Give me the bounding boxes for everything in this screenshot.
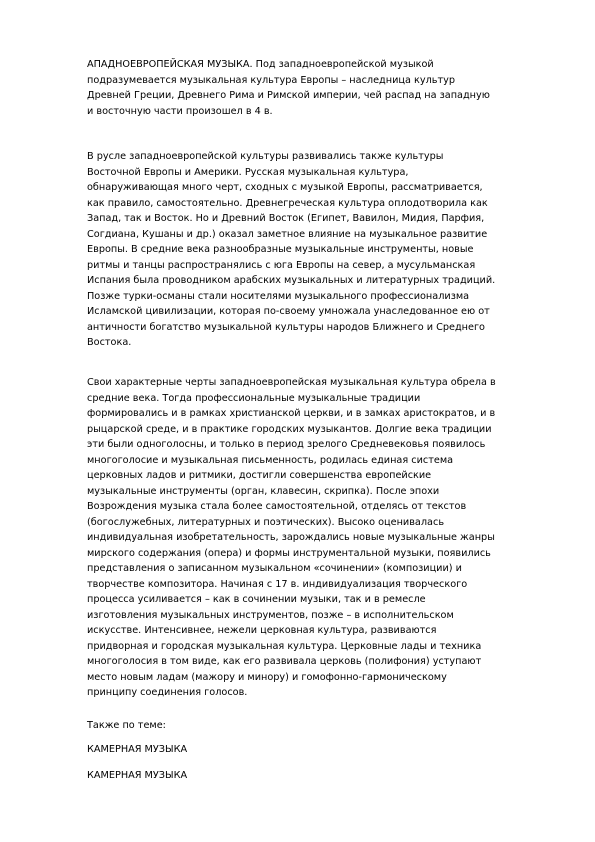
article-paragraph-characteristics: Свои характерные черты западноевропейская музыкальная культура обрела в средние века. Тогда профессиональные музыкальные традиции формировались и в рамках христианской церкви, и в замках аристократов, и в рыцарской среде, и в практике городских музыкантов. Долгие века традиции эти были одноголосны, и только в период зрелого Средневековья появилось многоголосие и музыкальная письменность, родилась единая система церковных ладов и ритмики, достигли совершенства европейские музыкальные инструменты (орган, клавесин, скрипка). После эпохи Возрождения музыка стала более самостоятельной, отделясь от текстов (богослужебных, литературных и поэтических). Высоко оценивалась индивидуальная изобретательность, зарождались новые музыкальные жанры мирского содержания (опера) и формы инструментальной музыки, появились представления о записанном музыкальном «сочинении» (композиции) и творчестве композитора. Начиная с 17 в. индивидуализация творческого процесса усиливается – как в сочинении музыки, так и в ремесле изготовления музыкальных инструментов, позже – в исполнительском искусстве. Интенсивнее, нежели церковная культура, развиваются придворная и городская музыкальная культура. Церковные лады и техника многоголосия в том виде, как его развивала церковь (полифония) уступают место новым ладам (мажору и минору) и гомофонно-гармоническому принципу соединения голосов.: [87, 377, 496, 698]
article-paragraph-intro: АПАДНОЕВРОПЕЙСКАЯ МУЗЫКА. Под западноевропейской музыкой подразумевается музыкальная культура Европы – наследница культур Древней Греции, Древнего Рима и Римской империи, чей распад на западную и восточную части произошел в 4 в.: [87, 59, 490, 117]
article-paragraph-eastern-influence: В русле западноевропейской культуры развивались также культуры Восточной Европы и Америки. Русская музыкальная культура, обнаруживающая много черт, сходных с музыкой Европы, рассматривается, как правило, самостоятельно. Древнегреческая культура оплодотворила как Запад, так и Восток. Но и Древний Восток (Египет, Вавилон, Мидия, Парфия, Согдиана, Кушаны и др.) оказал заметное влияние на музыкальное развитие Европы. В средние века разнообразные музыкальные инструменты, новые ритмы и танцы распространялись с юга Европы на север, а мусульманская Испания была проводником арабских музыкальных и литературных традиций. Позже турки-османы стали носителями музыкального профессионализма Исламской цивилизации, которая по-своему умножала унаследованное ею от античности богатство музыкальной культуры народов Ближнего и Среднего Востока.: [87, 151, 496, 348]
related-link-chamber-music[interactable]: КАМЕРНАЯ МУЗЫКА: [87, 744, 188, 755]
related-link-chamber-music[interactable]: КАМЕРНАЯ МУЗЫКА: [87, 770, 188, 781]
related-heading: Также по теме:: [87, 720, 166, 731]
